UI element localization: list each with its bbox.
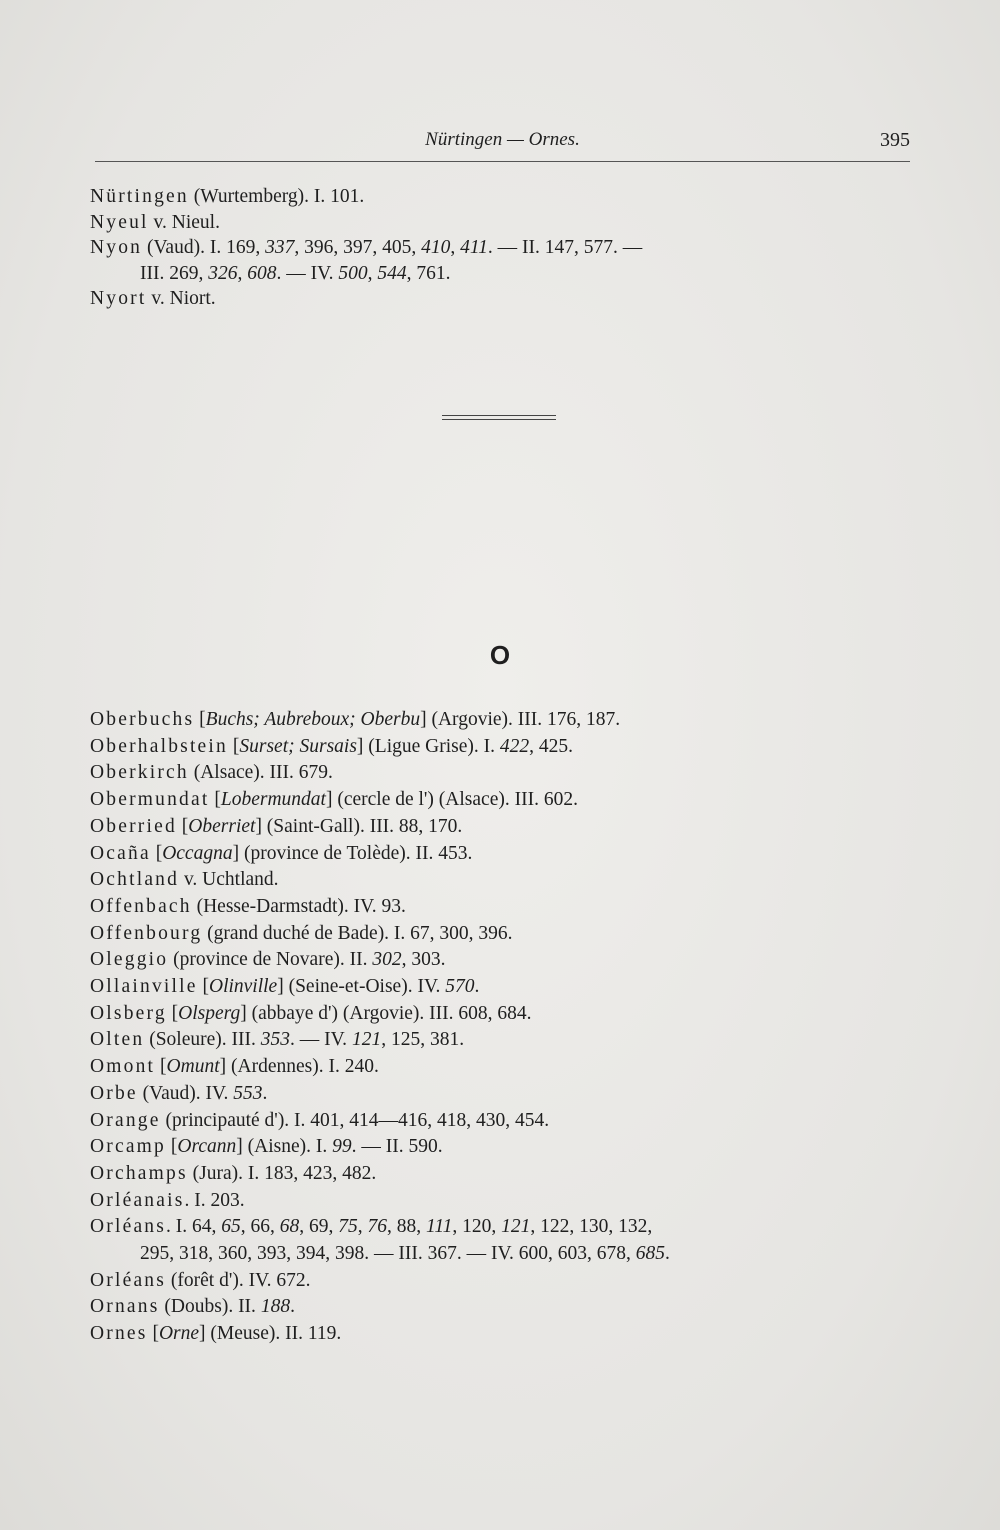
italic-text: 76 <box>367 1216 388 1238</box>
index-entry <box>90 814 910 841</box>
entry-text: ] (province de Tolède). II. 453. <box>232 842 473 864</box>
italic-text: 326 <box>208 262 238 284</box>
entry-headword: Oleggio <box>90 949 169 971</box>
index-entry <box>90 707 910 734</box>
index-entry <box>90 1108 910 1135</box>
entry-text: [ <box>194 709 206 730</box>
page-number: 395 <box>880 129 910 151</box>
entry-text: ] (Aisne). I. <box>236 1136 333 1158</box>
entry-continuation <box>90 261 910 287</box>
entry-text: . — II. 147, 577. — <box>487 237 643 259</box>
entry-text: (grand duché de Bade). I. 67, 300, 396. <box>202 922 513 944</box>
entry-headword: Oberhalbstein <box>90 735 228 757</box>
italic-text: Oberriet <box>188 815 256 837</box>
index-entry <box>90 1161 910 1188</box>
italic-text: 544 <box>377 262 407 284</box>
italic-text: 411 <box>460 237 488 259</box>
entry-headword: Oberkirch <box>90 762 189 784</box>
italic-text: Orcann <box>177 1136 237 1158</box>
index-entry <box>90 1134 910 1161</box>
italic-text: 111 <box>426 1216 453 1238</box>
index-entry <box>90 235 910 261</box>
index-entries-n <box>90 184 910 312</box>
entry-headword: Offenbach <box>90 895 192 917</box>
entry-text: , 303. <box>401 949 446 971</box>
index-entry <box>90 947 910 974</box>
entry-continuation <box>90 1241 910 1268</box>
italic-text: 553 <box>233 1082 263 1104</box>
index-entry <box>90 921 910 948</box>
entry-text: . I. 203. <box>184 1189 245 1211</box>
italic-text: 337 <box>265 237 295 259</box>
entry-text: (Jura). I. 183, 423, 482. <box>187 1162 377 1184</box>
italic-text: Olsperg <box>178 1002 241 1024</box>
entry-text: , 88, <box>387 1216 427 1238</box>
index-entry <box>90 286 910 312</box>
entry-text: (Vaud). IV. <box>137 1082 234 1104</box>
entry-headword: Obermundat <box>90 789 210 811</box>
entry-text: , 69, <box>299 1216 339 1238</box>
entry-headword: Oberried <box>90 815 177 837</box>
index-entry <box>90 1081 910 1108</box>
entry-headword: Nyon <box>90 237 143 259</box>
italic-text: 608 <box>247 262 277 284</box>
entry-text: , 120, <box>452 1216 502 1238</box>
entry-text: (Vaud). I. 169, <box>142 237 266 259</box>
entry-headword: Orbe <box>90 1082 138 1104</box>
running-head <box>95 127 910 162</box>
entry-text: ] (Seine-et-Oise). IV. <box>277 976 446 998</box>
entry-headword: Olsberg <box>90 1002 167 1024</box>
italic-text: 75 <box>338 1216 358 1238</box>
entry-text: (Doubs). II. <box>159 1296 261 1318</box>
entry-text: [ <box>166 1002 179 1024</box>
italic-text: 302 <box>372 949 402 971</box>
italic-text: Orne <box>158 1323 200 1345</box>
entry-headword: Orange <box>90 1109 161 1131</box>
index-entry <box>90 974 910 1001</box>
entry-text: 295, 318, 360, 393, 394, 398. — III. 367. — IV. 600, 603, 678, <box>140 1243 636 1265</box>
italic-text: Lobermundat <box>220 789 326 811</box>
italic-text: Surset; Sursais <box>239 735 357 757</box>
entry-headword: Nyort <box>90 288 147 310</box>
italic-text: 422 <box>499 735 530 757</box>
entry-text: [ <box>147 1323 159 1345</box>
entry-text: . — IV. <box>276 262 339 284</box>
entry-text: [ <box>227 735 240 757</box>
entry-headword: Nürtingen <box>90 186 189 207</box>
italic-text: Occagna <box>162 842 233 864</box>
italic-text: 65 <box>221 1216 241 1238</box>
entry-text: . I. 64, <box>166 1216 222 1238</box>
entry-headword: Olten <box>90 1029 145 1051</box>
index-entry <box>90 1321 910 1348</box>
entry-text: [ <box>155 1056 167 1078</box>
entry-text: . <box>474 976 480 998</box>
entry-text: v. Niort. <box>146 288 216 310</box>
entry-text: ] (Saint-Gall). III. 88, 170. <box>255 815 463 837</box>
entry-text: (Alsace). III. 679. <box>188 762 333 784</box>
index-entry <box>90 210 910 236</box>
entry-headword: Ornes <box>90 1323 148 1345</box>
entry-text: , 425. <box>529 735 573 757</box>
entry-text: (province de Novare). II. <box>168 949 373 971</box>
entry-text: [ <box>176 815 189 837</box>
entry-text: , <box>450 237 461 259</box>
entry-text: ] (Ligue Grise). I. <box>356 735 500 757</box>
entry-text: . <box>290 1296 295 1318</box>
entry-text: v. Nieul. <box>148 211 220 233</box>
italic-text: 68 <box>279 1216 300 1238</box>
index-entry <box>90 760 910 787</box>
entry-text: ] (Argovie). III. 176, 187. <box>420 709 621 730</box>
index-entry <box>90 1214 910 1241</box>
entry-text: ] (cercle de l') (Alsace). III. 602. <box>325 789 578 811</box>
entry-text: (principauté d'). I. 401, 414—416, 418, 430, 454. <box>160 1109 550 1131</box>
index-entry <box>90 894 910 921</box>
entry-text: , <box>367 262 378 284</box>
italic-text: 500 <box>338 262 368 284</box>
entry-text: (Wurtemberg). I. 101. <box>188 186 365 207</box>
running-title: Nürtingen — Ornes. <box>425 129 580 150</box>
index-entry <box>90 1054 910 1081</box>
entry-text: [ <box>209 789 221 811</box>
entry-headword: Omont <box>90 1056 156 1078</box>
entry-text: [ <box>166 1136 178 1158</box>
italic-text: 188 <box>260 1296 291 1318</box>
entry-headword: Orchamps <box>90 1162 188 1184</box>
index-entry <box>90 1294 910 1321</box>
entry-text: (forêt d'). IV. 672. <box>166 1269 311 1291</box>
index-entry <box>90 734 910 761</box>
italic-text: 685 <box>635 1243 666 1265</box>
italic-text: 121 <box>351 1029 382 1051</box>
entry-text: ] (Ardennes). I. 240. <box>219 1056 379 1078</box>
index-entry <box>90 184 910 210</box>
entry-headword: Ocaña <box>90 842 151 864</box>
index-entry <box>90 1001 910 1028</box>
section-letter: O <box>489 640 511 670</box>
entry-headword: Orcamp <box>90 1136 167 1158</box>
entry-text: [ <box>197 976 209 998</box>
entry-text: , 66, <box>240 1216 280 1238</box>
italic-text: 353 <box>260 1029 290 1051</box>
entry-text: . <box>262 1082 268 1104</box>
italic-text: Omunt <box>166 1056 220 1078</box>
entry-text: [ <box>150 842 163 864</box>
entry-headword: Oberbuchs <box>90 709 195 730</box>
entry-text: v. Uchtland. <box>179 869 279 891</box>
entry-text: ] (Meuse). II. 119. <box>199 1323 342 1345</box>
index-entry <box>90 787 910 814</box>
entry-text: ] (abbaye d') (Argovie). III. 608, 684. <box>240 1002 532 1024</box>
entry-text: , 396, 397, 405, <box>294 237 422 259</box>
index-entries-o <box>90 707 910 1348</box>
index-entry <box>90 841 910 868</box>
entry-text: . — II. 590. <box>351 1136 443 1158</box>
entry-text: , <box>357 1216 368 1238</box>
entry-text: , 122, 130, 132, <box>530 1216 653 1238</box>
entry-text: (Soleure). III. <box>144 1029 261 1051</box>
index-entry <box>90 1027 910 1054</box>
entry-headword: Nyeul <box>90 211 149 233</box>
entry-text: , <box>237 262 248 284</box>
italic-text: 121 <box>501 1216 531 1238</box>
entry-headword: Orléans <box>90 1269 167 1291</box>
entry-headword: Ornans <box>90 1296 160 1318</box>
index-entry <box>90 1268 910 1295</box>
entry-text: , 761. <box>406 262 451 284</box>
entry-headword: Orléanais <box>90 1189 185 1211</box>
italic-text: Buchs; Aubreboux; Oberbu <box>205 709 421 730</box>
index-entry <box>90 867 910 894</box>
index-entry <box>90 1188 910 1215</box>
entry-text: (Hesse-Darmstadt). IV. 93. <box>191 895 406 917</box>
entry-text: III. 269, <box>140 262 209 284</box>
entry-headword: Ochtland <box>90 869 180 891</box>
italic-text: 570 <box>445 976 475 998</box>
entry-headword: Ollainville <box>90 976 198 998</box>
italic-text: 99 <box>332 1136 352 1158</box>
entry-headword: Offenbourg <box>90 922 203 944</box>
entry-headword: Orléans <box>90 1216 167 1238</box>
section-divider <box>442 415 556 423</box>
entry-text: . <box>665 1243 670 1265</box>
italic-text: Olinville <box>208 976 278 998</box>
italic-text: 410 <box>421 237 451 259</box>
entry-text: , 125, 381. <box>381 1029 465 1051</box>
entry-text: . — IV. <box>290 1029 352 1051</box>
